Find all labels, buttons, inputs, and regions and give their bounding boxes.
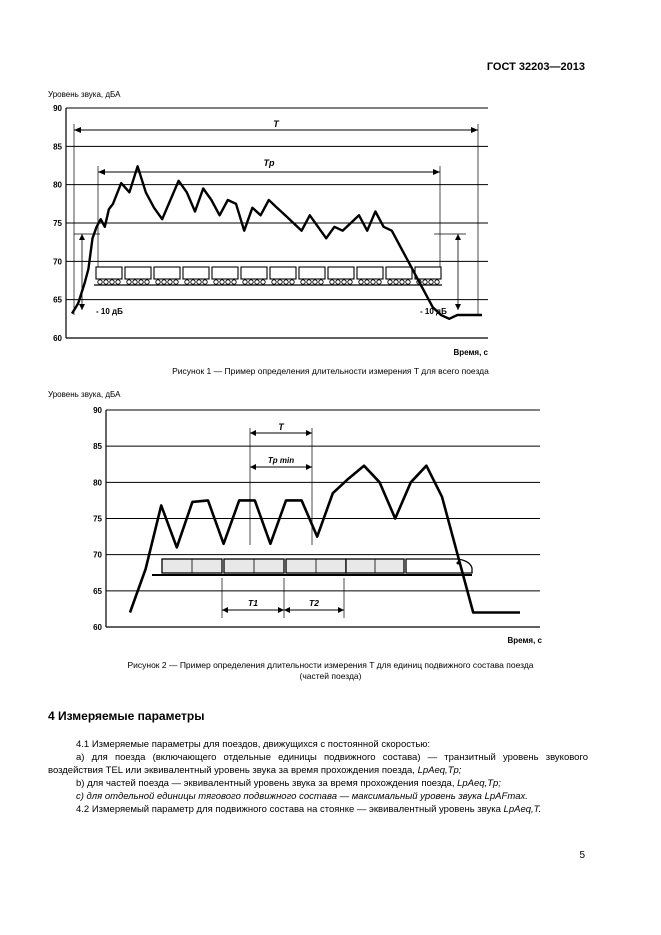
list-item-c-text: с) для отдельной единицы тягового подвижного состава — максимальный уровень звука: [76, 791, 482, 802]
figure1-wheel: [348, 280, 352, 284]
f1-ytick-label: 65: [53, 295, 62, 305]
figure2-Tpmin-label: Tp min: [267, 456, 295, 465]
figure1-wagon: [328, 267, 354, 279]
figure1-wagon: [415, 267, 441, 279]
figure1-wheel: [406, 280, 410, 284]
f2-ytick-label: 75: [93, 514, 102, 524]
page-number: 5: [579, 850, 585, 861]
f1-ytick-label: 90: [53, 104, 62, 113]
figure2-caption-line2: (частей поезда): [299, 671, 362, 681]
figure1-Tp-marker: [98, 158, 440, 275]
figure1-wheel: [185, 280, 189, 284]
paragraph-4-1: 4.1 Измеряемые параметры для поездов, движущихся с постоянной скоростью:: [76, 739, 431, 750]
figure1-sound-level-line: [72, 166, 482, 318]
figure1-wheel: [359, 280, 363, 284]
paragraph-4-2: [48, 803, 588, 816]
figure1-wheel: [249, 280, 253, 284]
figure1-wheel: [365, 280, 369, 284]
figure1-wheel: [98, 280, 102, 284]
figure1-wagon: [212, 267, 238, 279]
f2-ytick-label: 70: [93, 550, 102, 560]
figure2-ytick-labels: [93, 406, 102, 632]
figure1-wheel: [272, 280, 276, 284]
figure1-wheel: [139, 280, 143, 284]
paragraph-4-2-symbol: LpAeq,T.: [503, 804, 542, 815]
figure1-wagon: [183, 267, 209, 279]
figure1-wheel: [284, 280, 288, 284]
figure1-wheel: [104, 280, 108, 284]
figure1-wheel: [116, 280, 120, 284]
figure1-left-annot: - 10 дБ: [96, 307, 123, 316]
figure1-wheel: [243, 280, 247, 284]
figure1-wagon: [357, 267, 383, 279]
figure1-wagon: [299, 267, 325, 279]
paragraph-4-2-text: 4.2 Измеряемый параметр для подвижного состава на стоянке — эквивалентный уровень звука: [76, 804, 501, 815]
figure1-wheel: [290, 280, 294, 284]
figure1-wheel: [301, 280, 305, 284]
figure1-wheel: [423, 280, 427, 284]
figure1-wheel: [261, 280, 265, 284]
f2-ytick-label: 60: [93, 623, 102, 632]
figure1-chart: [30, 100, 500, 362]
figure1-wheel: [377, 280, 381, 284]
list-item-a: [48, 751, 588, 777]
figure1-caption: Рисунок 1 — Пример определения длительности измерения T для всего поезда: [172, 366, 489, 376]
figure2-xlabel: Время, с: [507, 636, 542, 645]
figure1-wheel: [330, 280, 334, 284]
figure1-wheel: [319, 280, 323, 284]
figure2-T1-label: T1: [248, 598, 258, 608]
figure2-Tpmin-marker: [250, 456, 312, 470]
figure1-wagon: [154, 267, 180, 279]
figure1-wagon: [270, 267, 296, 279]
figure2-T-label: T: [278, 422, 284, 432]
list-item-a-symbol: LpAeq,Tp;: [417, 765, 462, 776]
figure1-wheel: [203, 280, 207, 284]
figure1-wheel: [232, 280, 236, 284]
figure1-wheel: [400, 280, 404, 284]
figure1-Tp-label: Tp: [263, 158, 275, 168]
figure1-wagon: [125, 267, 151, 279]
figure1-wheel: [435, 280, 439, 284]
figure1-wheel: [394, 280, 398, 284]
f1-ytick-label: 75: [53, 219, 62, 228]
figure1-wheel: [336, 280, 340, 284]
figure1-wheel: [168, 280, 172, 284]
figure1-wheel: [220, 280, 224, 284]
figure1-wheel: [307, 280, 311, 284]
figure1-wheel: [214, 280, 218, 284]
document-code: ГОСТ 32203—2013: [486, 61, 585, 73]
figure1-train-schematic: [94, 267, 442, 285]
list-item-b: [48, 777, 588, 790]
figure1-ytick-labels: [53, 104, 62, 343]
f2-ytick-label: 80: [93, 478, 102, 488]
figure1-wheel: [191, 280, 195, 284]
figure1-wagon: [241, 267, 267, 279]
figure2-T2-label: T2: [309, 598, 319, 608]
figure1-wheel: [197, 280, 201, 284]
figure1-ylabel: Уровень звука, дБА: [48, 90, 121, 99]
figure1-wheel: [371, 280, 375, 284]
list-item-b-symbol: LpAeq,Tp;: [457, 778, 501, 789]
f2-ytick-label: 85: [93, 442, 102, 452]
figure1-wheel: [342, 280, 346, 284]
figure1-wheel: [174, 280, 178, 284]
f2-ytick-label: 65: [93, 586, 102, 596]
list-item-c: [48, 790, 588, 803]
figure1-xlabel: Время, с: [453, 348, 488, 357]
figure1-wheel: [388, 280, 392, 284]
figure1-wheel: [313, 280, 317, 284]
list-item-a-text: а) для поезда (включающего отдельные единицы подвижного состава) — транзитный уровень звукового воздействия TEL или эквивалентный уровень звука за время прохождения поезда,: [48, 752, 588, 776]
f1-ytick-label: 85: [53, 142, 62, 152]
figure1-wheel: [156, 280, 160, 284]
figure1-wagon: [386, 267, 412, 279]
list-item-b-text: b) для частей поезда — эквивалентный уровень звука за время прохождения поезда,: [76, 778, 455, 789]
list-item-c-symbol: LpAFmax.: [484, 791, 528, 802]
f2-ytick-label: 90: [93, 406, 102, 415]
figure1-wagon: [96, 267, 122, 279]
figure1-right-annot: - 10 дБ: [420, 307, 447, 316]
figure2-T-marker: [250, 422, 312, 545]
figure1-wheel: [110, 280, 114, 284]
figure1-wheel: [429, 280, 433, 284]
figure1-wheel: [133, 280, 137, 284]
figure1-wheel: [145, 280, 149, 284]
figure2-T1-T2-markers: [222, 578, 344, 618]
figure1-wheel: [127, 280, 131, 284]
section-title: 4 Измеряемые параметры: [48, 709, 205, 723]
figure2-caption: [0, 660, 661, 682]
figure1-T-label: T: [273, 119, 279, 129]
f1-ytick-label: 80: [53, 180, 62, 190]
figure1-wheel: [278, 280, 282, 284]
figure1-wheel: [255, 280, 259, 284]
figure1-wheel: [162, 280, 166, 284]
f1-ytick-label: 60: [53, 334, 62, 343]
figure1-wheel: [226, 280, 230, 284]
figure2-caption-line1: Рисунок 2 — Пример определения длительности измерения T для единиц подвижного состава поезда: [127, 660, 534, 670]
figure2-train-schematic: [152, 559, 472, 575]
figure2-ylabel: Уровень звука, дБА: [48, 390, 121, 399]
f1-ytick-label: 70: [53, 257, 62, 267]
figure2-chart: [80, 400, 550, 652]
